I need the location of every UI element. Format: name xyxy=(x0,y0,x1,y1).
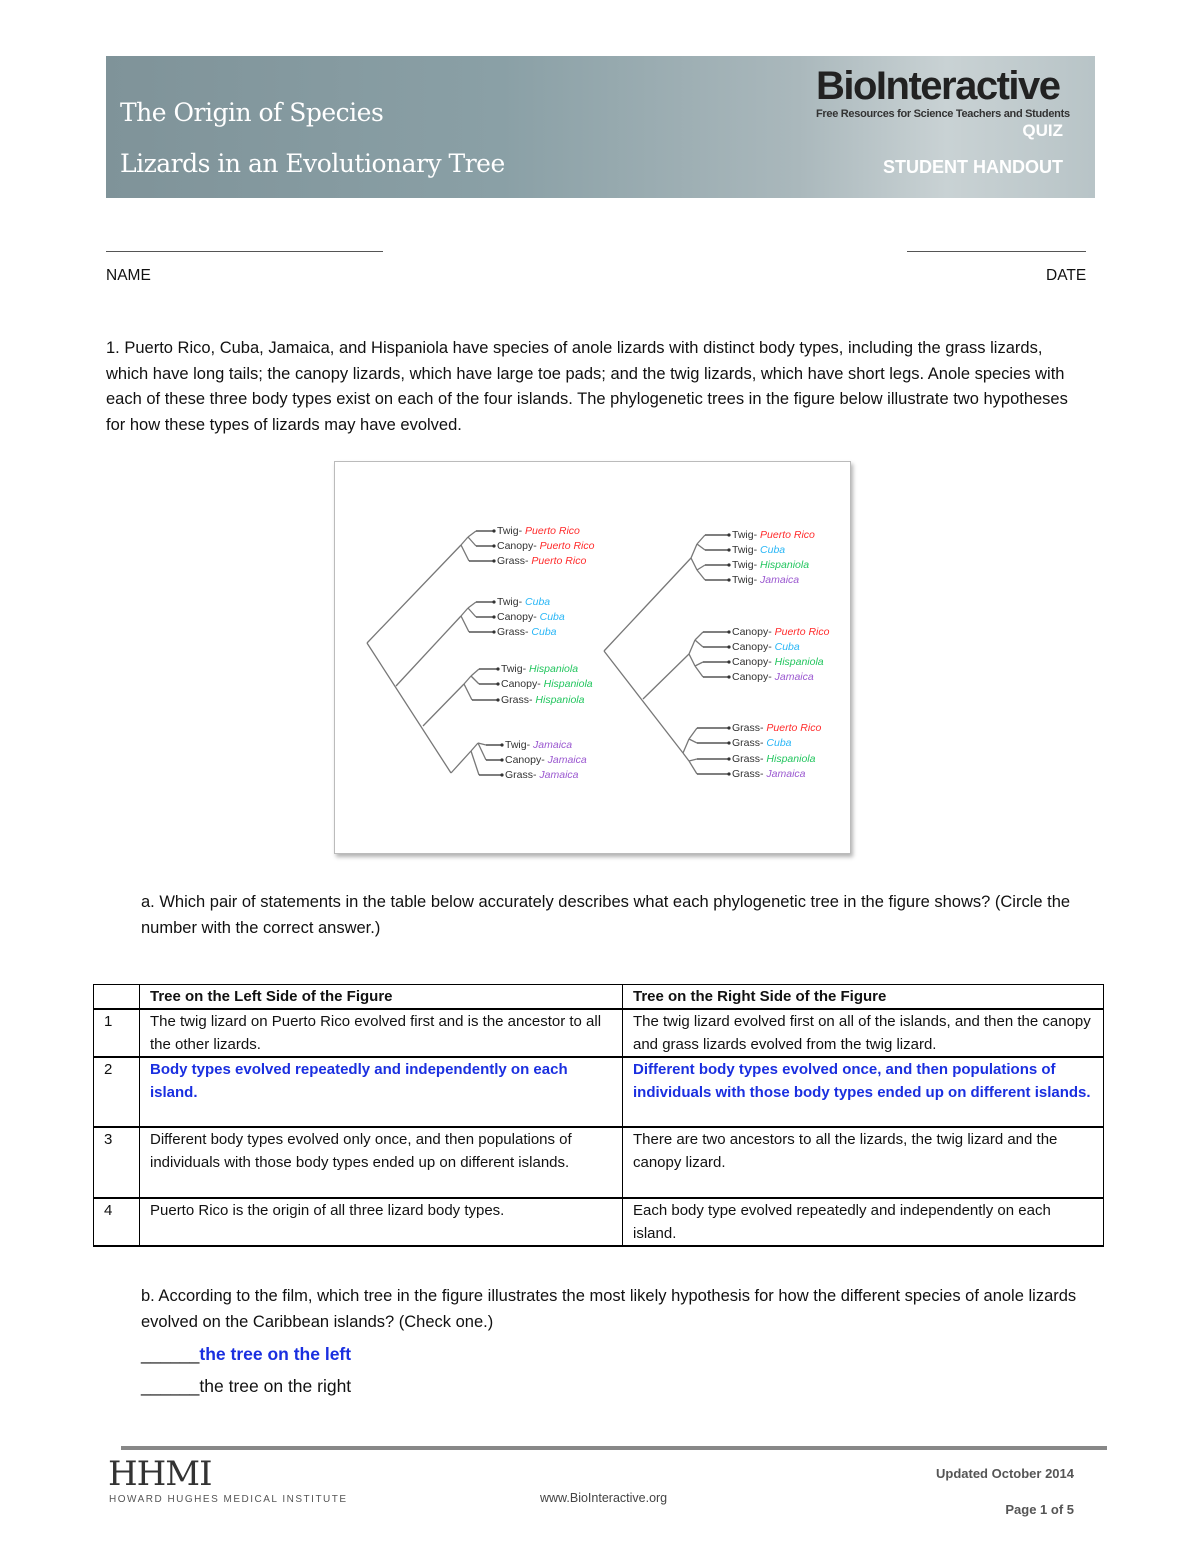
tree-tip-label: Grass- Jamaica xyxy=(505,769,579,781)
row-number[interactable]: 1 xyxy=(94,1009,140,1057)
header-right: Tree on the Right Side of the Figure xyxy=(623,985,1104,1010)
tree-branch xyxy=(604,558,691,651)
tree-branch xyxy=(461,616,469,632)
tree-branch xyxy=(683,753,689,761)
tree-branch xyxy=(689,728,697,739)
check-blank[interactable]: ______ xyxy=(141,1376,200,1396)
tip-arrow-icon xyxy=(496,667,499,670)
row-left-answer: Body types evolved repeatedly and independently on each island. xyxy=(140,1057,623,1127)
answer-table xyxy=(93,984,1104,1247)
tip-arrow-icon xyxy=(727,757,730,760)
tip-arrow-icon xyxy=(492,544,495,547)
tree-branch xyxy=(461,608,468,616)
tree-branch xyxy=(683,739,689,753)
tree-branch xyxy=(643,654,689,699)
tip-arrow-icon xyxy=(496,698,499,701)
tree-branch xyxy=(691,558,697,570)
tip-arrow-icon xyxy=(500,773,503,776)
tree-tip-label: Twig- Cuba xyxy=(497,596,551,608)
tip-arrow-icon xyxy=(727,772,730,775)
tree-branch xyxy=(464,676,471,684)
tip-arrow-icon xyxy=(727,660,730,663)
tree-branch xyxy=(695,666,703,677)
tree-tip-label: Grass- Puerto Rico xyxy=(497,555,587,567)
page-number: Page 1 of 5 xyxy=(1005,1502,1074,1517)
row-right: There are two ancestors to all the lizards, the twig lizard and the canopy lizard. xyxy=(623,1127,1104,1198)
tree-tip-label: Canopy- Cuba xyxy=(732,641,800,653)
date-line[interactable] xyxy=(907,251,1086,252)
tree-branch xyxy=(468,602,476,608)
document-title: The Origin of Species xyxy=(120,98,384,127)
row-right: The twig lizard evolved first on all of the islands, and then the canopy and grass lizards evolved from the twig lizard. xyxy=(623,1009,1104,1057)
document-subtitle: Lizards in an Evolutionary Tree xyxy=(120,149,505,178)
row-left: Different body types evolved only once, and then populations of individuals with those body types ended up on different islands. xyxy=(140,1127,623,1198)
tip-arrow-icon xyxy=(492,600,495,603)
tree-branch xyxy=(689,739,697,743)
tip-arrow-icon xyxy=(727,563,730,566)
tree-tip-label: Grass- Jamaica xyxy=(732,768,806,780)
tree-tip-label: Grass- Hispaniola xyxy=(501,694,585,706)
tip-arrow-icon xyxy=(492,559,495,562)
quiz-label: QUIZ xyxy=(1022,121,1063,140)
tree-tip-label: Canopy- Puerto Rico xyxy=(732,626,830,638)
website-link[interactable]: www.BioInteractive.org xyxy=(540,1491,668,1505)
question-b: b. According to the film, which tree in the figure illustrates the most likely hypothesis for how the different species of anole lizards evolved on the Caribbean islands? (Check one.) xyxy=(141,1287,1077,1331)
table-row[interactable] xyxy=(94,1127,1104,1198)
tree-tip-label: Twig- Jamaica xyxy=(732,574,800,586)
tip-arrow-icon xyxy=(727,645,730,648)
tip-arrow-icon xyxy=(500,743,503,746)
header-left: Tree on the Left Side of the Figure xyxy=(140,985,623,1010)
table-row[interactable] xyxy=(94,1009,1104,1057)
option-left[interactable] xyxy=(141,1343,351,1365)
tree-tip-label: Twig- Puerto Rico xyxy=(732,529,815,541)
row-number[interactable]: 4 xyxy=(94,1198,140,1246)
tree-branch xyxy=(689,759,697,761)
tree-branch xyxy=(367,643,451,773)
tree-tip-label: Twig- Puerto Rico xyxy=(497,525,580,537)
tree-tip-label: Twig- Jamaica xyxy=(505,739,573,751)
updated-date: Updated October 2014 xyxy=(936,1466,1074,1481)
tip-arrow-icon xyxy=(492,630,495,633)
tree-branch xyxy=(697,535,705,544)
tree-branch xyxy=(695,632,703,640)
tree-branch xyxy=(691,544,697,558)
tree-branch xyxy=(471,669,479,676)
tree-branch xyxy=(697,565,705,570)
footer-divider xyxy=(121,1446,1107,1450)
header-banner xyxy=(106,56,1095,198)
question-a: a. Which pair of statements in the table below accurately describes what each phylogenetic tree in the figure shows? (Circle the number with the correct answer.) xyxy=(141,893,1071,937)
tree-tip-label: Canopy- Cuba xyxy=(497,611,565,623)
tree-branch xyxy=(464,684,472,700)
row-left: Puerto Rico is the origin of all three lizard body types. xyxy=(140,1198,623,1246)
tree-tip-label: Twig- Cuba xyxy=(732,544,786,556)
header-number xyxy=(94,985,140,1010)
question-1: 1. Puerto Rico, Cuba, Jamaica, and Hispaniola have species of anole lizards with distinct body types, including the grass lizards, which have long tails; the canopy lizards, which have large toe pads; and the twig lizards, which have short legs. Anole species with each of these three body types exist on each of the four islands. The phylogenetic trees in the figure below illustrate two hypotheses for how these types of lizards may have evolved. xyxy=(106,339,1068,434)
tree-branch xyxy=(689,640,695,654)
phylogenetic-tree-figure xyxy=(334,461,851,854)
hhmi-logo: HHMI xyxy=(108,1454,212,1494)
tree-tip-label: Twig- Hispaniola xyxy=(732,559,810,571)
tip-arrow-icon xyxy=(727,726,730,729)
tree-branch xyxy=(423,684,464,726)
row-number[interactable]: 2 xyxy=(94,1057,140,1127)
tree-tip-label: Grass- Puerto Rico xyxy=(732,722,822,734)
tree-branch xyxy=(689,654,695,666)
tree-branch xyxy=(697,544,705,550)
tree-branch xyxy=(478,743,486,760)
tip-arrow-icon xyxy=(727,675,730,678)
option-label: the tree on the left xyxy=(199,1344,352,1364)
tree-tip-label: Canopy- Jamaica xyxy=(732,671,814,683)
tree-branch xyxy=(461,537,468,545)
tip-arrow-icon xyxy=(727,533,730,536)
tree-branch xyxy=(695,640,703,647)
institute-name: HOWARD HUGHES MEDICAL INSTITUTE xyxy=(109,1494,348,1505)
tree-branch xyxy=(468,537,476,546)
tip-arrow-icon xyxy=(500,758,503,761)
tree-branch xyxy=(396,616,461,686)
name-line[interactable] xyxy=(106,251,383,252)
row-right: Each body type evolved repeatedly and independently on each island. xyxy=(623,1198,1104,1246)
tree-branch xyxy=(367,545,461,643)
tree-branch xyxy=(451,751,471,773)
tree-tip-label: Twig- Hispaniola xyxy=(501,663,579,675)
option-label: the tree on the right xyxy=(199,1376,352,1396)
row-left: The twig lizard on Puerto Rico evolved first and is the ancestor to all the other lizards. xyxy=(140,1009,623,1057)
tip-arrow-icon xyxy=(727,741,730,744)
table-header-row xyxy=(94,985,1104,1010)
tip-arrow-icon xyxy=(727,548,730,551)
row-number[interactable]: 3 xyxy=(94,1127,140,1198)
name-label: NAME xyxy=(106,267,151,284)
tree-tip-label: Grass- Hispaniola xyxy=(732,753,816,765)
tree-tip-label: Canopy- Jamaica xyxy=(505,754,587,766)
tree-branch xyxy=(468,531,476,537)
tip-arrow-icon xyxy=(492,529,495,532)
logo-tagline: Free Resources for Science Teachers and Students xyxy=(816,108,1070,120)
check-blank[interactable]: ______ xyxy=(141,1344,200,1364)
tip-arrow-icon xyxy=(727,578,730,581)
tree-tip-label: Canopy- Hispaniola xyxy=(732,656,824,668)
date-label: DATE xyxy=(1046,267,1087,284)
tree-branch xyxy=(604,651,683,753)
tree-tip-label: Canopy- Hispaniola xyxy=(501,678,593,690)
tree-tip-label: Canopy- Puerto Rico xyxy=(497,540,595,552)
tip-arrow-icon xyxy=(496,682,499,685)
tree-branch xyxy=(471,751,479,775)
tree-branch xyxy=(689,761,697,774)
tree-branch xyxy=(471,743,478,751)
table-row[interactable] xyxy=(94,1198,1104,1246)
handout-label: STUDENT HANDOUT xyxy=(883,157,1063,177)
table-row[interactable] xyxy=(94,1057,1104,1127)
option-right[interactable] xyxy=(141,1375,351,1397)
tree-branch xyxy=(697,570,705,580)
tree-branch xyxy=(695,662,703,666)
tree-branch xyxy=(468,608,476,617)
tree-tip-label: Grass- Cuba xyxy=(497,626,557,638)
tree-branch xyxy=(461,545,469,561)
tip-arrow-icon xyxy=(727,630,730,633)
tree-branch xyxy=(471,676,479,684)
row-right-answer: Different body types evolved once, and then populations of individuals with those body types ended up on different islands. xyxy=(623,1057,1104,1127)
tip-arrow-icon xyxy=(492,615,495,618)
biointeractive-logo: BioInteractive xyxy=(816,64,1060,108)
tree-tip-label: Grass- Cuba xyxy=(732,737,792,749)
